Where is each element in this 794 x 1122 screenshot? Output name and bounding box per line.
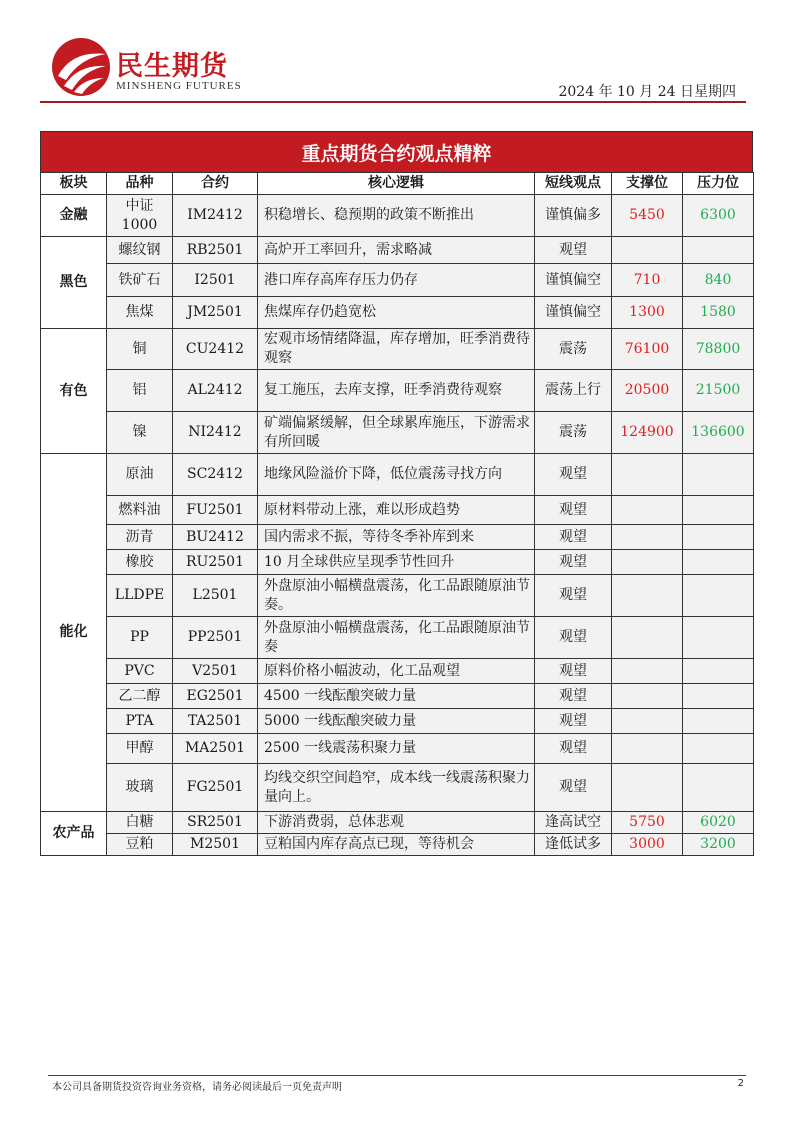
contract-cell: FU2501 [173,496,258,525]
view-cell: 观望 [535,764,612,812]
product-cell: 镍 [107,412,173,454]
resistance-cell: 78800 [683,329,754,370]
resistance-cell: 3200 [683,834,754,856]
view-cell: 观望 [535,496,612,525]
product-cell: 甲醇 [107,734,173,764]
col-header-contract: 合约 [173,173,258,195]
table-row [41,659,754,684]
sector-cell: 有色 [41,329,107,454]
logic-cell: 原料价格小幅波动，化工品观望 [258,659,535,684]
table-row [41,684,754,709]
support-cell: 20500 [612,370,683,412]
support-cell: 76100 [612,329,683,370]
logic-cell: 10 月全球供应呈现季节性回升 [258,550,535,575]
support-cell [612,525,683,550]
table-row [41,297,754,329]
contract-cell: BU2412 [173,525,258,550]
resistance-cell: 136600 [683,412,754,454]
view-cell: 观望 [535,237,612,264]
contract-cell: SC2412 [173,454,258,496]
product-cell: PTA [107,709,173,734]
table-row [41,454,754,496]
table-row [41,575,754,617]
logic-cell: 复工施压，去库支撑，旺季消费待观察 [258,370,535,412]
support-cell [612,237,683,264]
product-cell: 中证 1000 [107,195,173,237]
logic-cell: 原材料带动上涨，难以形成趋势 [258,496,535,525]
logic-cell: 豆粕国内库存高点已现，等待机会 [258,834,535,856]
product-cell: 燃料油 [107,496,173,525]
contract-cell: V2501 [173,659,258,684]
resistance-cell [683,550,754,575]
brand-name-cn: 民生期货 [116,51,228,82]
resistance-cell [683,454,754,496]
col-header-sector: 板块 [41,173,107,195]
contract-cell: IM2412 [173,195,258,237]
view-cell: 观望 [535,525,612,550]
table-row [41,709,754,734]
footer-divider [48,1075,746,1076]
col-header-support: 支撑位 [612,173,683,195]
product-cell: 原油 [107,454,173,496]
product-cell: 白糖 [107,812,173,834]
page-number: 2 [737,1078,744,1089]
contract-cell: NI2412 [173,412,258,454]
table-row [41,812,754,834]
support-cell [612,764,683,812]
logic-cell: 港口库存高库存压力仍存 [258,264,535,297]
support-cell: 710 [612,264,683,297]
view-cell: 观望 [535,617,612,659]
resistance-cell: 6020 [683,812,754,834]
resistance-cell [683,684,754,709]
product-cell: 乙二醇 [107,684,173,709]
logic-cell: 矿端偏紧缓解，但全球累库施压，下游需求有所回暖 [258,412,535,454]
support-cell: 1300 [612,297,683,329]
col-header-view: 短线观点 [535,173,612,195]
support-cell [612,550,683,575]
view-cell: 观望 [535,659,612,684]
view-cell: 观望 [535,550,612,575]
product-cell: 铜 [107,329,173,370]
contract-cell: JM2501 [173,297,258,329]
logic-cell: 宏观市场情绪降温，库存增加，旺季消费待观察 [258,329,535,370]
sector-cell: 能化 [41,454,107,812]
table-row [41,264,754,297]
product-cell: 玻璃 [107,764,173,812]
table-row [41,550,754,575]
view-cell: 观望 [535,709,612,734]
product-cell: 铁矿石 [107,264,173,297]
product-cell: 沥青 [107,525,173,550]
table-row [41,734,754,764]
support-cell [612,496,683,525]
resistance-cell [683,709,754,734]
view-cell: 观望 [535,454,612,496]
view-cell: 逢低试多 [535,834,612,856]
footer-disclaimer: 本公司具备期货投资咨询业务资格，请务必阅读最后一页免责声明 [52,1082,342,1093]
support-cell [612,684,683,709]
table-row [41,237,754,264]
support-cell [612,709,683,734]
view-cell: 谨慎偏空 [535,264,612,297]
product-cell: LLDPE [107,575,173,617]
contract-cell: RU2501 [173,550,258,575]
col-header-resistance: 压力位 [683,173,754,195]
resistance-cell [683,496,754,525]
contract-cell: MA2501 [173,734,258,764]
support-cell [612,617,683,659]
table-row [41,412,754,454]
sector-cell: 黑色 [41,237,107,329]
resistance-cell [683,575,754,617]
table-row [41,764,754,812]
contract-cell: CU2412 [173,329,258,370]
view-cell: 观望 [535,575,612,617]
table-row [41,370,754,412]
col-header-product: 品种 [107,173,173,195]
resistance-cell: 21500 [683,370,754,412]
header-divider [40,101,746,103]
support-cell: 5450 [612,195,683,237]
support-cell: 3000 [612,834,683,856]
logic-cell: 高炉开工率回升，需求略减 [258,237,535,264]
contract-cell: FG2501 [173,764,258,812]
contract-cell: AL2412 [173,370,258,412]
contract-cell: L2501 [173,575,258,617]
table-row [41,329,754,370]
col-header-logic: 核心逻辑 [258,173,535,195]
view-cell: 谨慎偏空 [535,297,612,329]
logic-cell: 外盘原油小幅横盘震荡，化工品跟随原油节奏。 [258,575,535,617]
contract-cell: M2501 [173,834,258,856]
logic-cell: 外盘原油小幅横盘震荡，化工品跟随原油节奏 [258,617,535,659]
logic-cell: 积稳增长、稳预期的政策不断推出 [258,195,535,237]
support-cell [612,575,683,617]
logic-cell: 4500 一线酝酿突破力量 [258,684,535,709]
contract-cell: SR2501 [173,812,258,834]
support-cell [612,734,683,764]
contract-cell: TA2501 [173,709,258,734]
page-header [48,36,746,100]
table-row [41,195,754,237]
product-cell: 螺纹钢 [107,237,173,264]
table-header-row [41,173,754,195]
product-cell: 豆粕 [107,834,173,856]
futures-view-table [40,172,754,856]
logic-cell: 下游消费弱，总体悲观 [258,812,535,834]
product-cell: PVC [107,659,173,684]
table-title: 重点期货合约观点精粹 [40,131,753,173]
view-cell: 震荡 [535,329,612,370]
view-cell: 谨慎偏多 [535,195,612,237]
product-cell: PP [107,617,173,659]
table-row [41,617,754,659]
view-cell: 逢高试空 [535,812,612,834]
resistance-cell: 6300 [683,195,754,237]
view-cell: 震荡 [535,412,612,454]
sector-cell: 金融 [41,195,107,237]
support-cell [612,659,683,684]
logic-cell: 焦煤库存仍趋宽松 [258,297,535,329]
resistance-cell [683,734,754,764]
support-cell: 124900 [612,412,683,454]
product-cell: 橡胶 [107,550,173,575]
view-cell: 观望 [535,684,612,709]
logic-cell: 2500 一线震荡积聚力量 [258,734,535,764]
view-cell: 震荡上行 [535,370,612,412]
logic-cell: 均线交织空间趋窄，成本线一线震荡积聚力量向上。 [258,764,535,812]
product-cell: 焦煤 [107,297,173,329]
contract-cell: RB2501 [173,237,258,264]
report-date: 2024 年 10 月 24 日星期四 [558,84,736,100]
logic-cell: 5000 一线酝酿突破力量 [258,709,535,734]
support-cell [612,454,683,496]
table-row [41,525,754,550]
table-row [41,496,754,525]
logic-cell: 国内需求不振，等待冬季补库到来 [258,525,535,550]
contract-cell: PP2501 [173,617,258,659]
resistance-cell [683,237,754,264]
resistance-cell [683,659,754,684]
product-cell: 铝 [107,370,173,412]
minsheng-logo-icon [50,36,112,98]
brand-name-en: MINSHENG FUTURES [116,80,242,92]
table-row [41,834,754,856]
sector-cell: 农产品 [41,812,107,856]
logic-cell: 地缘风险溢价下降，低位震荡寻找方向 [258,454,535,496]
resistance-cell: 840 [683,264,754,297]
resistance-cell [683,525,754,550]
contract-cell: I2501 [173,264,258,297]
resistance-cell [683,617,754,659]
resistance-cell: 1580 [683,297,754,329]
contract-cell: EG2501 [173,684,258,709]
support-cell: 5750 [612,812,683,834]
view-cell: 观望 [535,734,612,764]
resistance-cell [683,764,754,812]
